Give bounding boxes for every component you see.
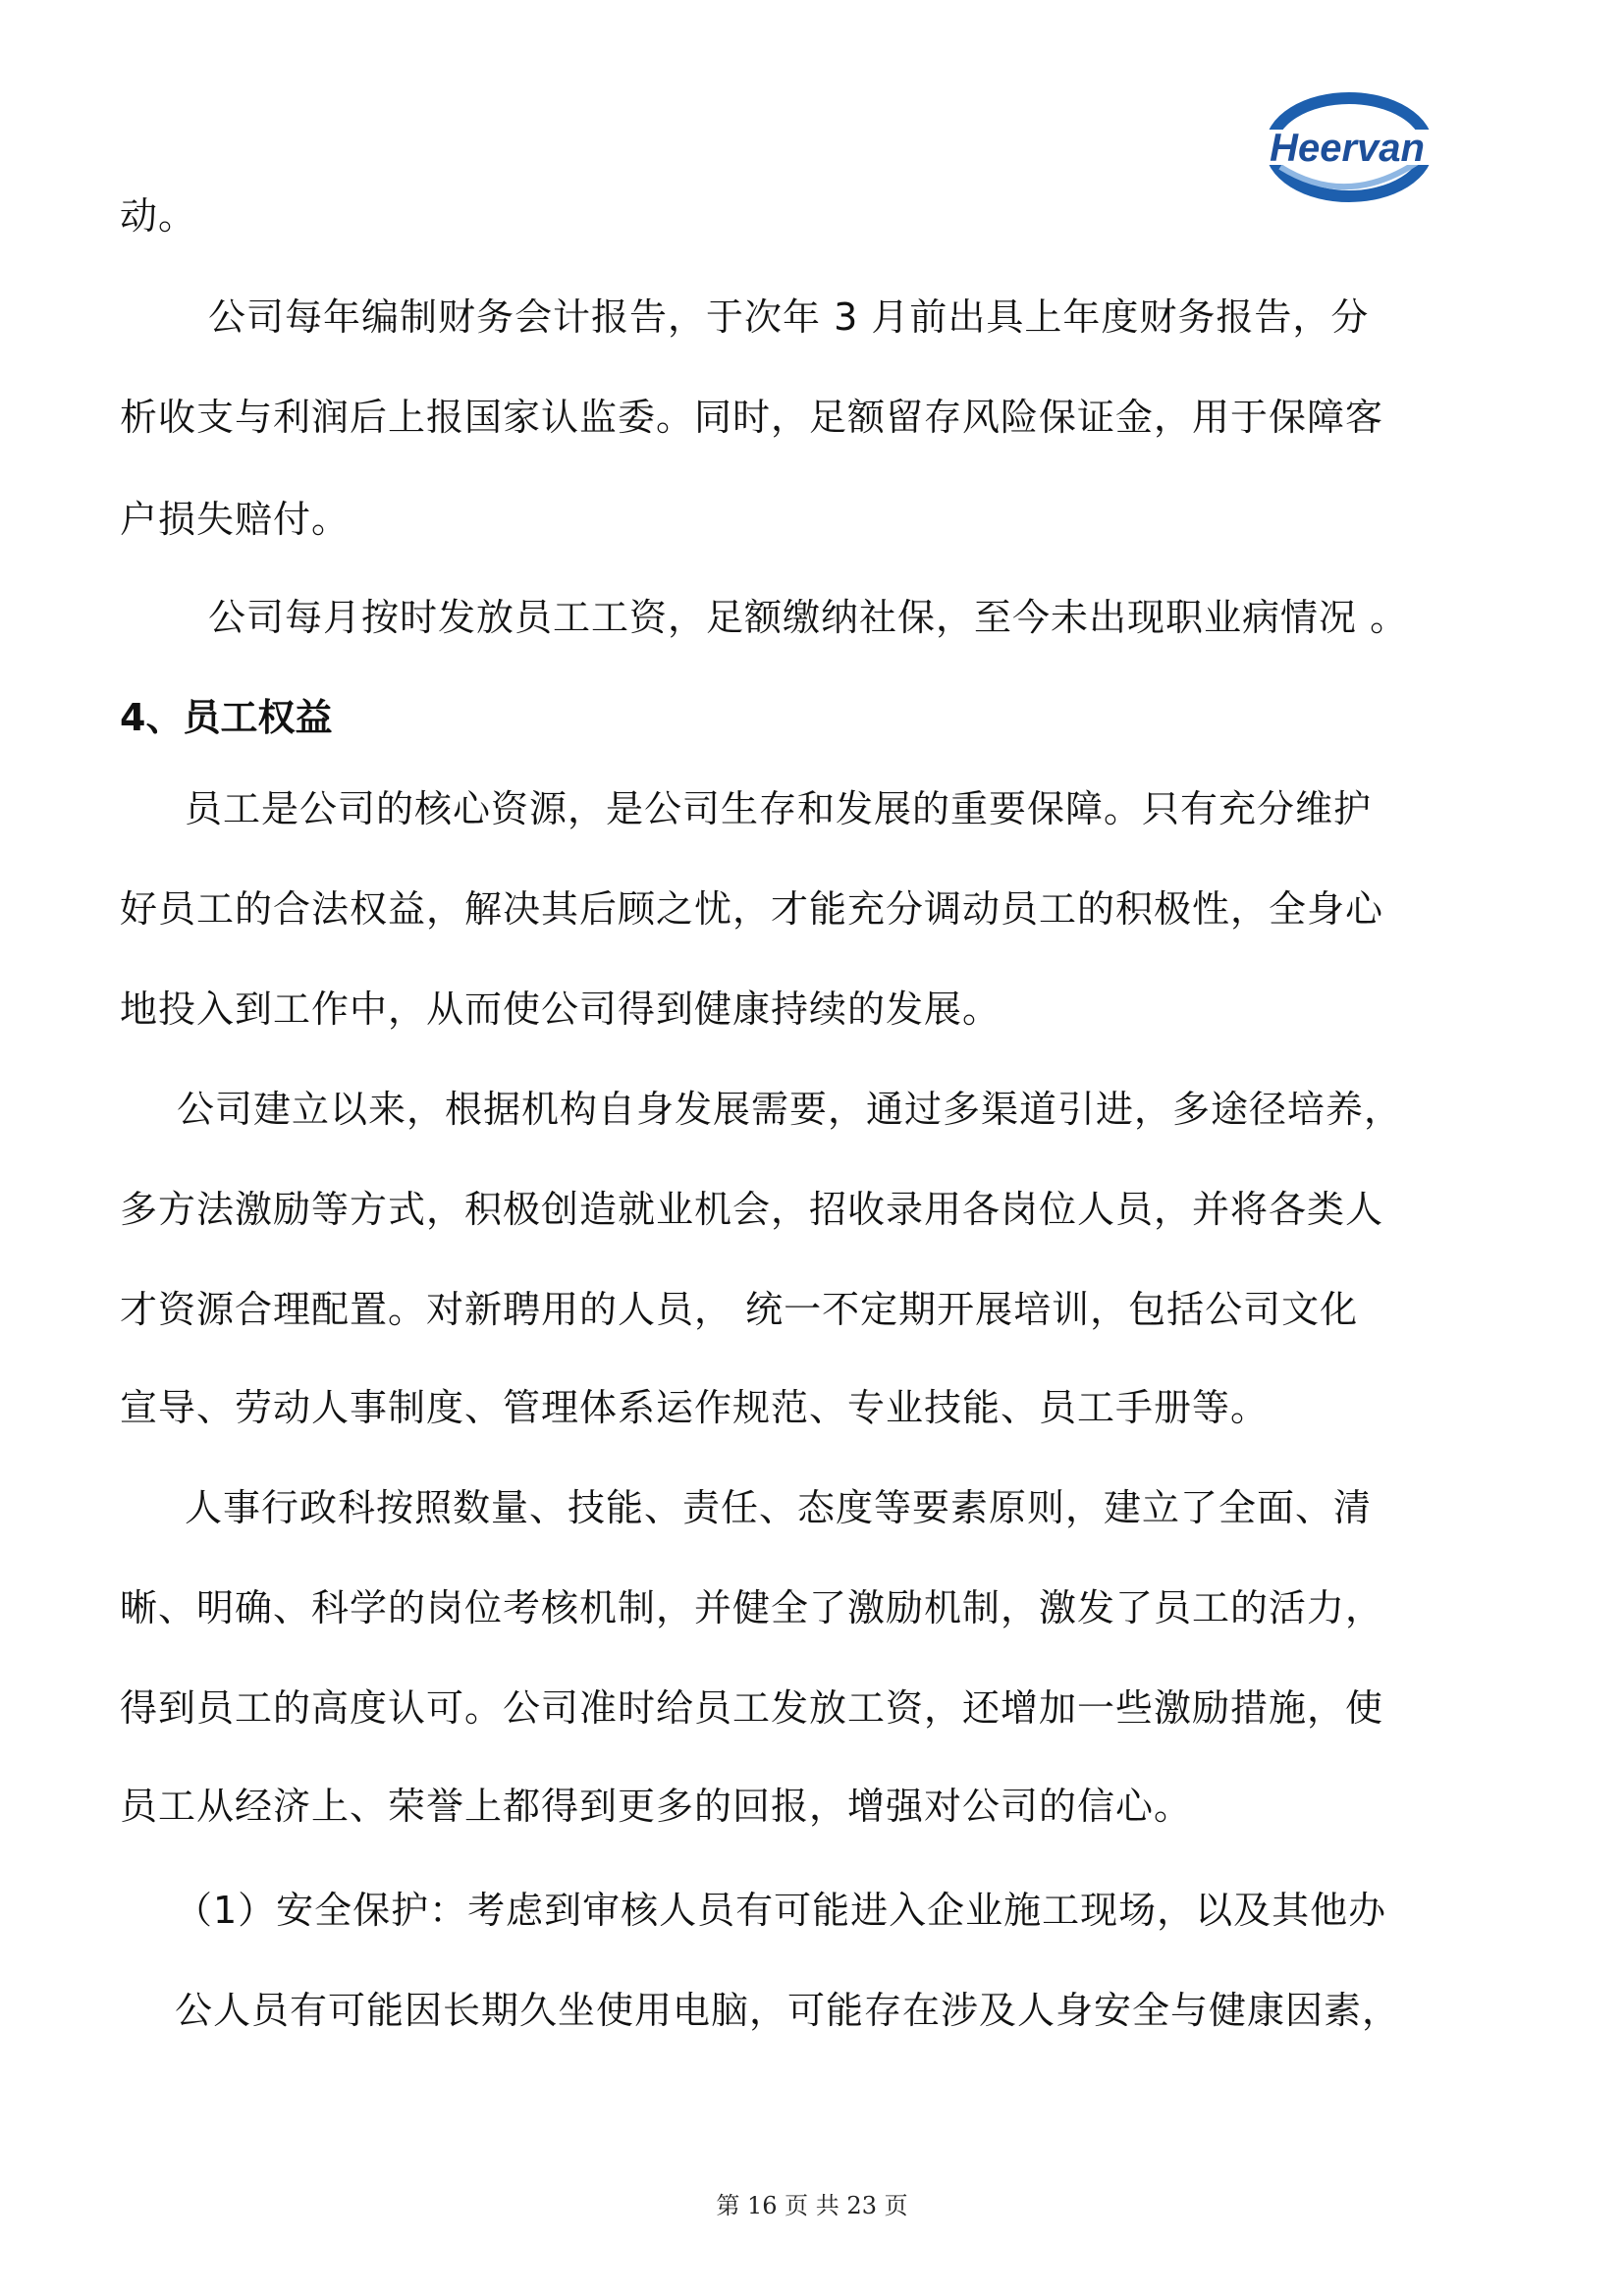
section-heading: 4、员工权益 (120, 696, 333, 739)
body-line: 公司每年编制财务会计报告，于次年 3 月前出具上年度财务报告，分 (208, 295, 1370, 339)
body-line: 多方法激励等方式，积极创造就业机会，招收录用各岗位人员，并将各类人 (120, 1188, 1384, 1231)
body-line: 动。 (120, 194, 197, 238)
logo-wordmark: Heervan (1270, 127, 1425, 170)
body-line: 户损失赔付。 (120, 498, 351, 541)
body-line: 得到员工的高度认可。公司准时给员工发放工资，还增加一些激励措施，使 (120, 1686, 1384, 1730)
body-line: 地投入到工作中，从而使公司得到健康持续的发展。 (120, 988, 1001, 1031)
body-line: 员工是公司的核心资源，是公司生存和发展的重要保障。只有充分维护 (185, 787, 1373, 830)
body-line: 公司建立以来，根据机构自身发展需要，通过多渠道引进，多途径培养， (177, 1088, 1403, 1131)
body-line: 公司每月按时发放员工工资，足额缴纳社保，至今未出现职业病情况 。 (208, 596, 1409, 639)
body-line: 晰、明确、科学的岗位考核机制，并健全了激励机制，激发了员工的活力， (120, 1586, 1384, 1629)
page-number: 第 16 页 共 23 页 (716, 2192, 908, 2219)
body-line: 公人员有可能因长期久坐使用电脑，可能存在涉及人身安全与健康因素， (175, 1989, 1401, 2032)
body-line: 好员工的合法权益，解决其后顾之忧，才能充分调动员工的积极性，全身心 (120, 887, 1384, 931)
body-line: （1）安全保护：考虑到审核人员有可能进入企业施工现场，以及其他办 (175, 1889, 1387, 1932)
company-logo (1259, 90, 1435, 206)
body-line: 析收支与利润后上报国家认监委。同时，足额留存风险保证金，用于保障客 (120, 396, 1384, 439)
body-line: 才资源合理配置。对新聘用的人员， 统一不定期开展培训，包括公司文化 (120, 1288, 1359, 1331)
body-line: 员工从经济上、荣誉上都得到更多的回报，增强对公司的信心。 (120, 1785, 1193, 1828)
body-line: 人事行政科按照数量、技能、责任、态度等要素原则，建立了全面、清 (185, 1486, 1373, 1529)
body-line: 宣导、劳动人事制度、管理体系运作规范、专业技能、员工手册等。 (120, 1386, 1270, 1429)
